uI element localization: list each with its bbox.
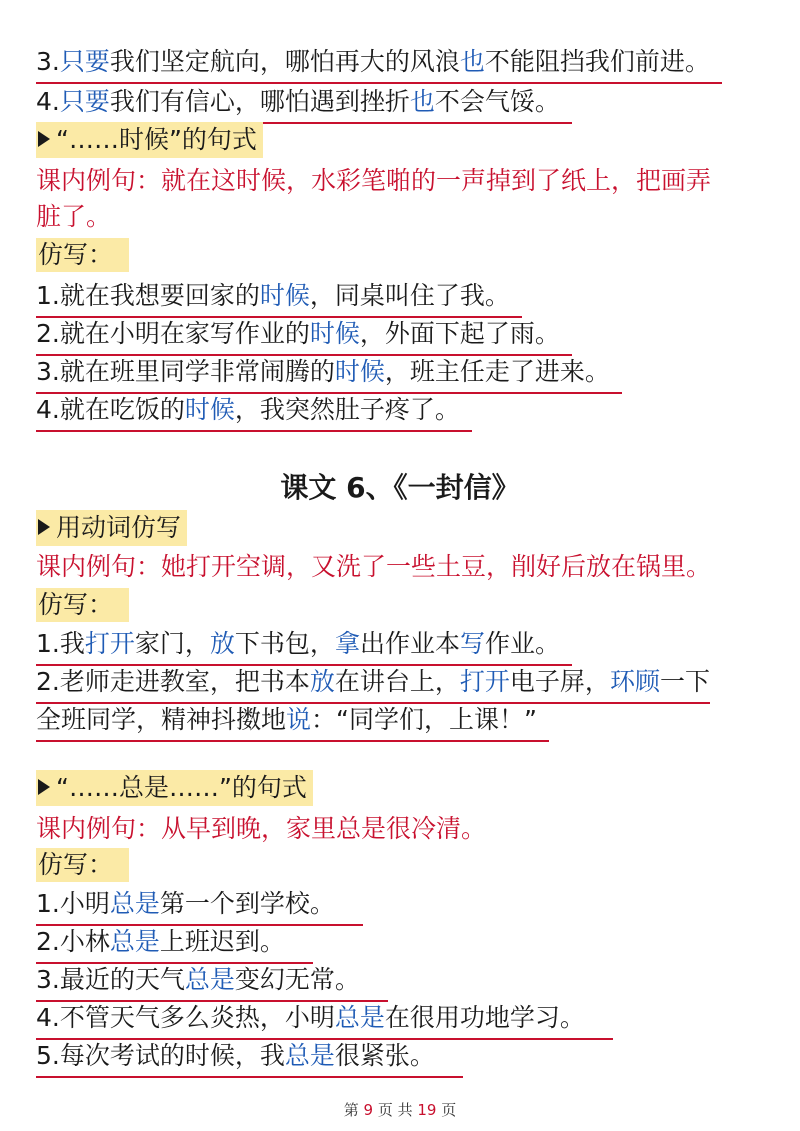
- footer-text: 页 共: [377, 1101, 413, 1119]
- list-item: [36, 626, 572, 666]
- arrow-icon: [38, 779, 50, 795]
- list-item: [36, 278, 522, 318]
- section-heading-zongshi: “……总是……”的句式: [36, 770, 313, 806]
- list-item: [36, 962, 388, 1002]
- sentence-underline: 2.老师走进教室，把书本放在讲台上，打开电子屏，环顾一下: [36, 664, 710, 704]
- sentence-underline: 1.小明总是第一个到学校。: [36, 886, 363, 926]
- page-number: 9: [363, 1101, 374, 1119]
- example-sentence: 课内例句：从早到晚，家里总是很冷清。: [36, 814, 487, 843]
- list-item: [36, 1000, 613, 1040]
- arrow-icon: [38, 519, 50, 535]
- example-sentence: 课内例句：她打开空调，又洗了一些土豆，削好后放在锅里。: [36, 552, 712, 581]
- page-total: 19: [417, 1101, 437, 1119]
- list-item: [36, 354, 622, 394]
- sentence-underline: 2.就在小明在家写作业的时候，外面下起了雨。: [36, 316, 572, 356]
- sentence-underline: 4.只要我们有信心，哪怕遇到挫折也不会气馁。: [36, 84, 572, 124]
- list-item: [36, 924, 313, 964]
- list-item: [36, 392, 472, 432]
- arrow-icon: [38, 131, 50, 147]
- footer-text: 第: [343, 1101, 359, 1119]
- list-item: [36, 316, 572, 356]
- fangxie-label: 仿写：: [36, 588, 129, 622]
- example-sentence: 课内例句：就在这时候，水彩笔啪的一声掉到了纸上，把画弄: [36, 166, 712, 195]
- page-footer: [0, 1100, 800, 1120]
- sentence-underline: 3.最近的天气总是变幻无常。: [36, 962, 388, 1002]
- sentence-underline: 5.每次考试的时候，我总是很紧张。: [36, 1038, 463, 1078]
- fangxie-label: 仿写：: [36, 238, 129, 272]
- list-item-cont: [36, 702, 549, 742]
- section-heading-shihou: “……时候”的句式: [36, 122, 263, 158]
- list-item: [36, 664, 710, 704]
- footer-text: 页: [441, 1101, 457, 1119]
- list-item: [36, 1038, 463, 1078]
- sentence-underline: 4.不管天气多么炎热，小明总是在很用功地学习。: [36, 1000, 613, 1040]
- sentence-underline: 1.我打开家门，放下书包，拿出作业本写作业。: [36, 626, 572, 666]
- sentence-3: [36, 44, 722, 84]
- fangxie-label: 仿写：: [36, 848, 129, 882]
- sentence-underline: 全班同学，精神抖擞地说：“同学们，上课！”: [36, 702, 549, 742]
- sentence-underline: 4.就在吃饭的时候，我突然肚子疼了。: [36, 392, 472, 432]
- sentence-underline: 3.只要我们坚定航向，哪怕再大的风浪也不能阻挡我们前进。: [36, 44, 722, 84]
- section-heading-verb: 用动词仿写: [36, 510, 187, 546]
- sentence-underline: 2.小林总是上班迟到。: [36, 924, 313, 964]
- sentence-4: [36, 84, 572, 124]
- example-sentence-cont: 脏了。: [36, 202, 112, 231]
- sentence-underline: 1.就在我想要回家的时候，同桌叫住了我。: [36, 278, 522, 318]
- sentence-underline: 3.就在班里同学非常闹腾的时候，班主任走了进来。: [36, 354, 622, 394]
- lesson-title: 课文 6、《一封信》: [280, 471, 520, 504]
- list-item: [36, 886, 363, 926]
